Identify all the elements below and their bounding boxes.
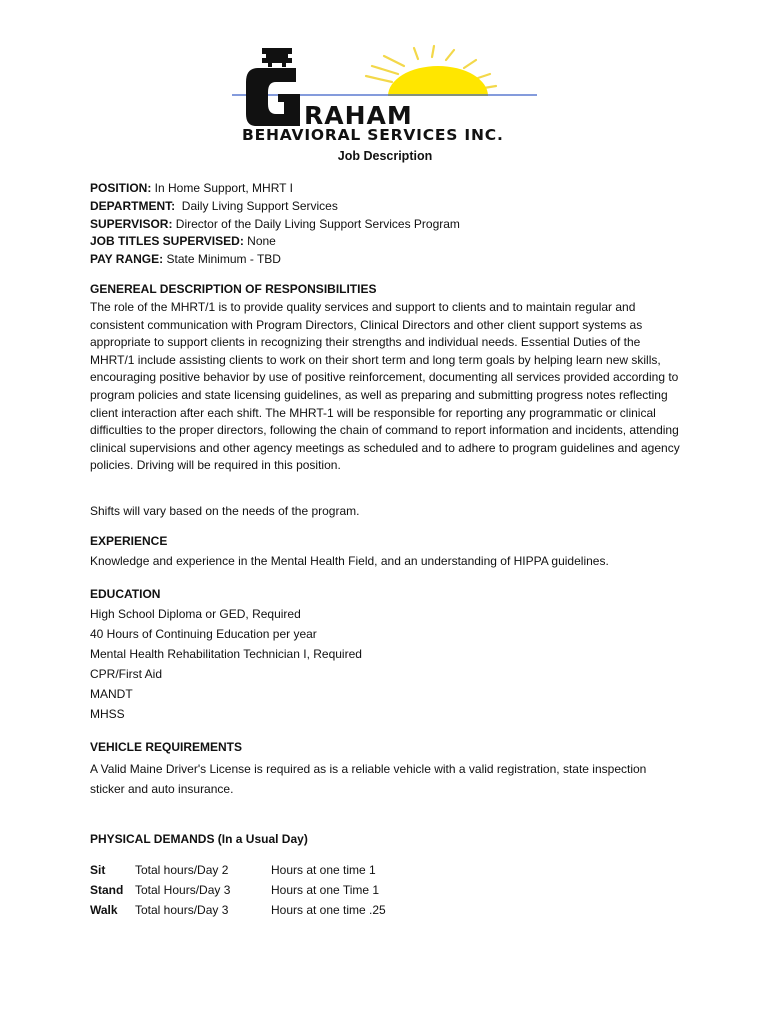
- hours-per-day-cell: Total hours/Day 2: [135, 863, 229, 877]
- vehicle-heading: VEHICLE REQUIREMENTS: [90, 740, 243, 754]
- field-value: In Home Support, MHRT I: [151, 181, 293, 195]
- company-logo: [232, 44, 542, 146]
- table-row: [90, 902, 490, 922]
- experience-body: Knowledge and experience in the Mental Health Field, and an understanding of HIPPA guidelines.: [90, 554, 609, 568]
- hours-at-once-cell: Hours at one time 1: [271, 863, 376, 877]
- logo-company-name: BEHAVIORAL SERVICES INC.: [242, 126, 504, 144]
- field-value: None: [243, 234, 276, 248]
- activity-cell: Sit: [90, 863, 106, 877]
- field-value: State Minimum - TBD: [163, 252, 281, 266]
- document-title: Job Description: [337, 149, 433, 163]
- logo-word: RAHAM: [304, 101, 413, 130]
- education-item: MHSS: [90, 707, 125, 721]
- logo-g-letter: [246, 68, 300, 126]
- field-label: PAY RANGE:: [90, 252, 164, 266]
- physical-demands-heading: PHYSICAL DEMANDS (In a Usual Day): [90, 832, 308, 846]
- hours-per-day-cell: Total hours/Day 3: [135, 903, 229, 917]
- field-value: Director of the Daily Living Support Services Program: [172, 217, 460, 231]
- education-item: MANDT: [90, 687, 133, 701]
- general-description-body: The role of the MHRT/1 is to provide quality services and support to clients and to maintain regular and consistent communication with Program Directors, Clinical Directors and other client support systems as appropriate to support clients in recognizing their strengths and individual needs. Essential Duties of the MHRT/1 include assisting clients to work on their short term and long term goals by helping learn new skills, encouraging positive behavior by use of positive reinforcement, documenting all services provided according to program policies and state licensing guidelines, as well as preparing and submitting progress notes reflecting client interaction after each shift. The MHRT-1 will be responsible for reporting any programmatic or clinical difficulties to the proper directors, following the chain of command to report information and incidents, attending clinical supervisions and other agency meetings as scheduled and to adhere to program guidelines and agency policies. Driving will be required in this position.: [90, 300, 680, 473]
- hours-at-once-cell: Hours at one Time 1: [271, 883, 380, 897]
- experience-heading: EXPERIENCE: [90, 534, 168, 548]
- field-department: [90, 198, 338, 216]
- general-description-heading: GENEREAL DESCRIPTION OF RESPONSIBILITIES: [90, 282, 377, 296]
- field-position: [90, 180, 293, 198]
- field-pay-range: [90, 251, 281, 269]
- field-value: Daily Living Support Services: [175, 199, 338, 213]
- education-item: High School Diploma or GED, Required: [90, 607, 301, 621]
- table-row: [90, 862, 490, 882]
- shifts-note: Shifts will vary based on the needs of the program.: [90, 504, 360, 518]
- field-label: SUPERVISOR:: [90, 217, 173, 231]
- education-item: 40 Hours of Continuing Education per year: [90, 627, 317, 641]
- hours-at-once-cell: Hours at one time .25: [271, 903, 386, 917]
- hours-per-day-cell: Total Hours/Day 3: [135, 883, 231, 897]
- field-label: JOB TITLES SUPERVISED:: [90, 234, 244, 248]
- field-label: DEPARTMENT:: [90, 199, 176, 213]
- field-supervisor: [90, 216, 460, 234]
- field-label: POSITION:: [90, 181, 152, 195]
- education-item: Mental Health Rehabilitation Technician I, Required: [90, 647, 362, 661]
- education-heading: EDUCATION: [90, 587, 161, 601]
- activity-cell: Walk: [90, 903, 118, 917]
- table-row: [90, 882, 490, 902]
- vehicle-body: A Valid Maine Driver's License is required as is a reliable vehicle with a valid registration, state inspection sticker and auto insurance.: [90, 762, 647, 796]
- activity-cell: Stand: [90, 883, 124, 897]
- sun-icon: [388, 66, 488, 96]
- education-item: CPR/First Aid: [90, 667, 163, 681]
- field-job-titles-supervised: [90, 233, 276, 251]
